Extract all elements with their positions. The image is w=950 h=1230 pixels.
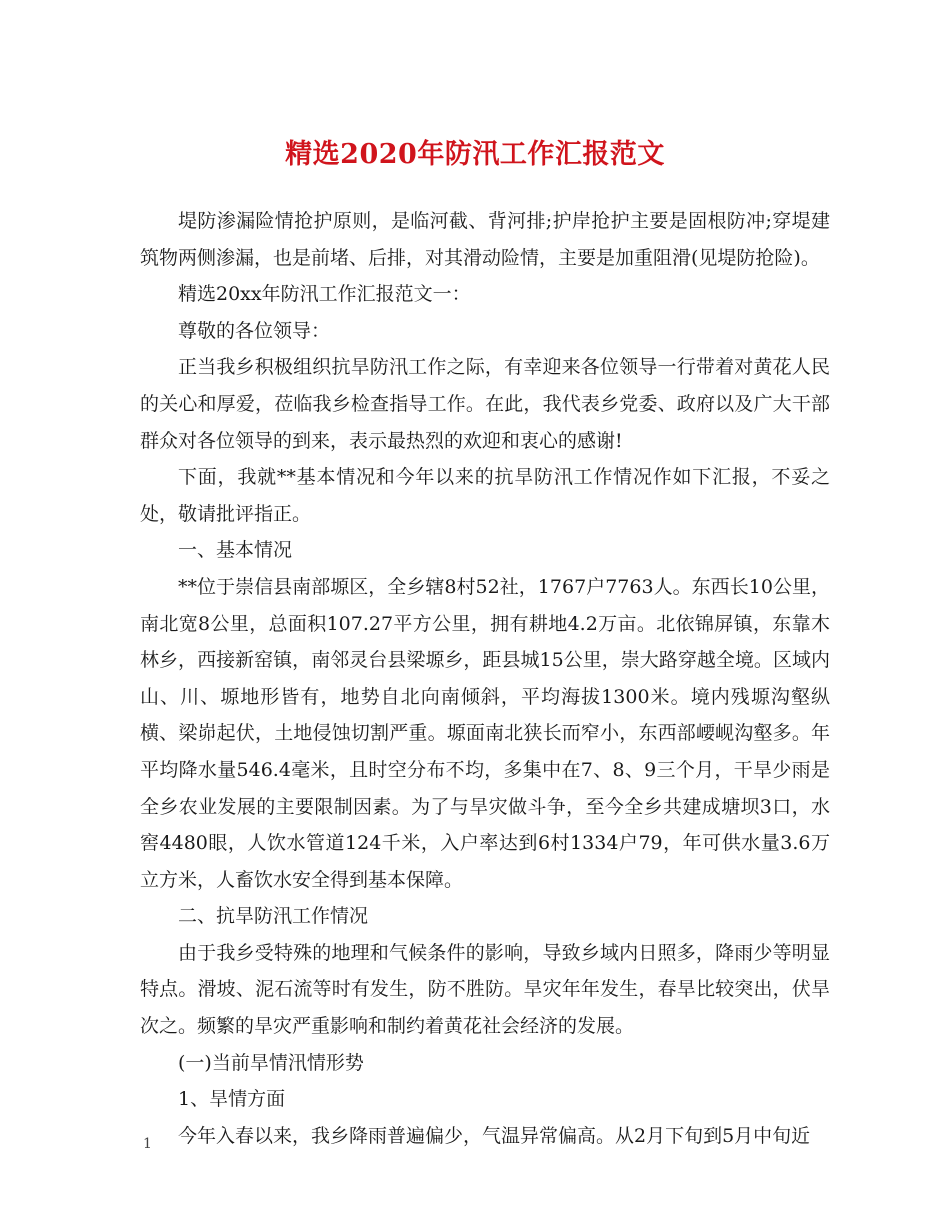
section-heading: 一、基本情况 <box>178 539 293 562</box>
paragraph: 正当我乡积极组织抗旱防汛工作之际，有幸迎来各位领导一行带着对黄花人民的关心和厚爱，莅临我乡检查指导工作。在此，我代表乡党委、政府以及广大干部群众对各位领导的到来，表示最热烈的欢迎和衷心的感谢! <box>140 356 830 452</box>
document-body <box>140 203 830 1154</box>
subsection-heading: 1、旱情方面 <box>178 1088 286 1111</box>
paragraph: 尊敬的各位领导： <box>178 319 331 342</box>
document-title: 精选2020年防汛工作汇报范文 <box>285 139 665 170</box>
paragraph: 下面，我就**基本情况和今年以来的抗旱防汛工作情况作如下汇报，不妥之处，敬请批评指正。 <box>140 466 830 525</box>
paragraph: 精选20xx年防汛工作汇报范文一： <box>178 283 471 306</box>
paragraph: 今年入春以来，我乡降雨普遍偏少，气温异常偏高。从2月下旬到5月中旬近 <box>178 1124 811 1147</box>
paragraph: 由于我乡受特殊的地理和气候条件的影响，导致乡域内日照多，降雨少等明显特点。滑坡、泥石流等时有发生，防不胜防。旱灾年年发生，春旱比较突出，伏旱次之。频繁的旱灾严重影响和制约着黄花社会经济的发展。 <box>140 941 830 1038</box>
paragraph: **位于崇信县南部塬区，全乡辖8村52社，1767户7763人。东西长10公里，南北宽8公里，总面积107.27平方公里，拥有耕地4.2万亩。北依锦屏镇，东靠木林乡，西接新窑镇，南邻灵台县梁塬乡，距县城15公里，崇大路穿越全境。区域内山、川、塬地形皆有，地势自北向南倾斜，平均海拔1300米。境内残塬沟壑纵横、梁峁起伏，土地侵蚀切割严重。塬面南北狭长而窄小，东西部崾岘沟壑多。年平均降水量546.4毫米，且时空分布不均，多集中在7、8、9三个月，干旱少雨是全乡农业发展的主要限制因素。为了与旱灾做斗争，至今全乡共建成塘坝3口，水窖4480眼，人饮水管道124千米，入户率达到6村1334户79，年可供水量3.6万立方米，人畜饮水安全得到基本保障。 <box>140 575 830 891</box>
subsection-heading: (一)当前旱情汛情形势 <box>178 1051 364 1074</box>
paragraph: 堤防渗漏险情抢护原则，是临河截、背河排;护岸抢护主要是固根防冲;穿堤建筑物两侧渗漏，也是前堵、后排，对其滑动险情，主要是加重阻滑(见堤防抢险)。 <box>140 210 830 269</box>
section-heading: 二、抗旱防汛工作情况 <box>178 905 369 928</box>
page-number: 1 <box>143 1136 152 1152</box>
